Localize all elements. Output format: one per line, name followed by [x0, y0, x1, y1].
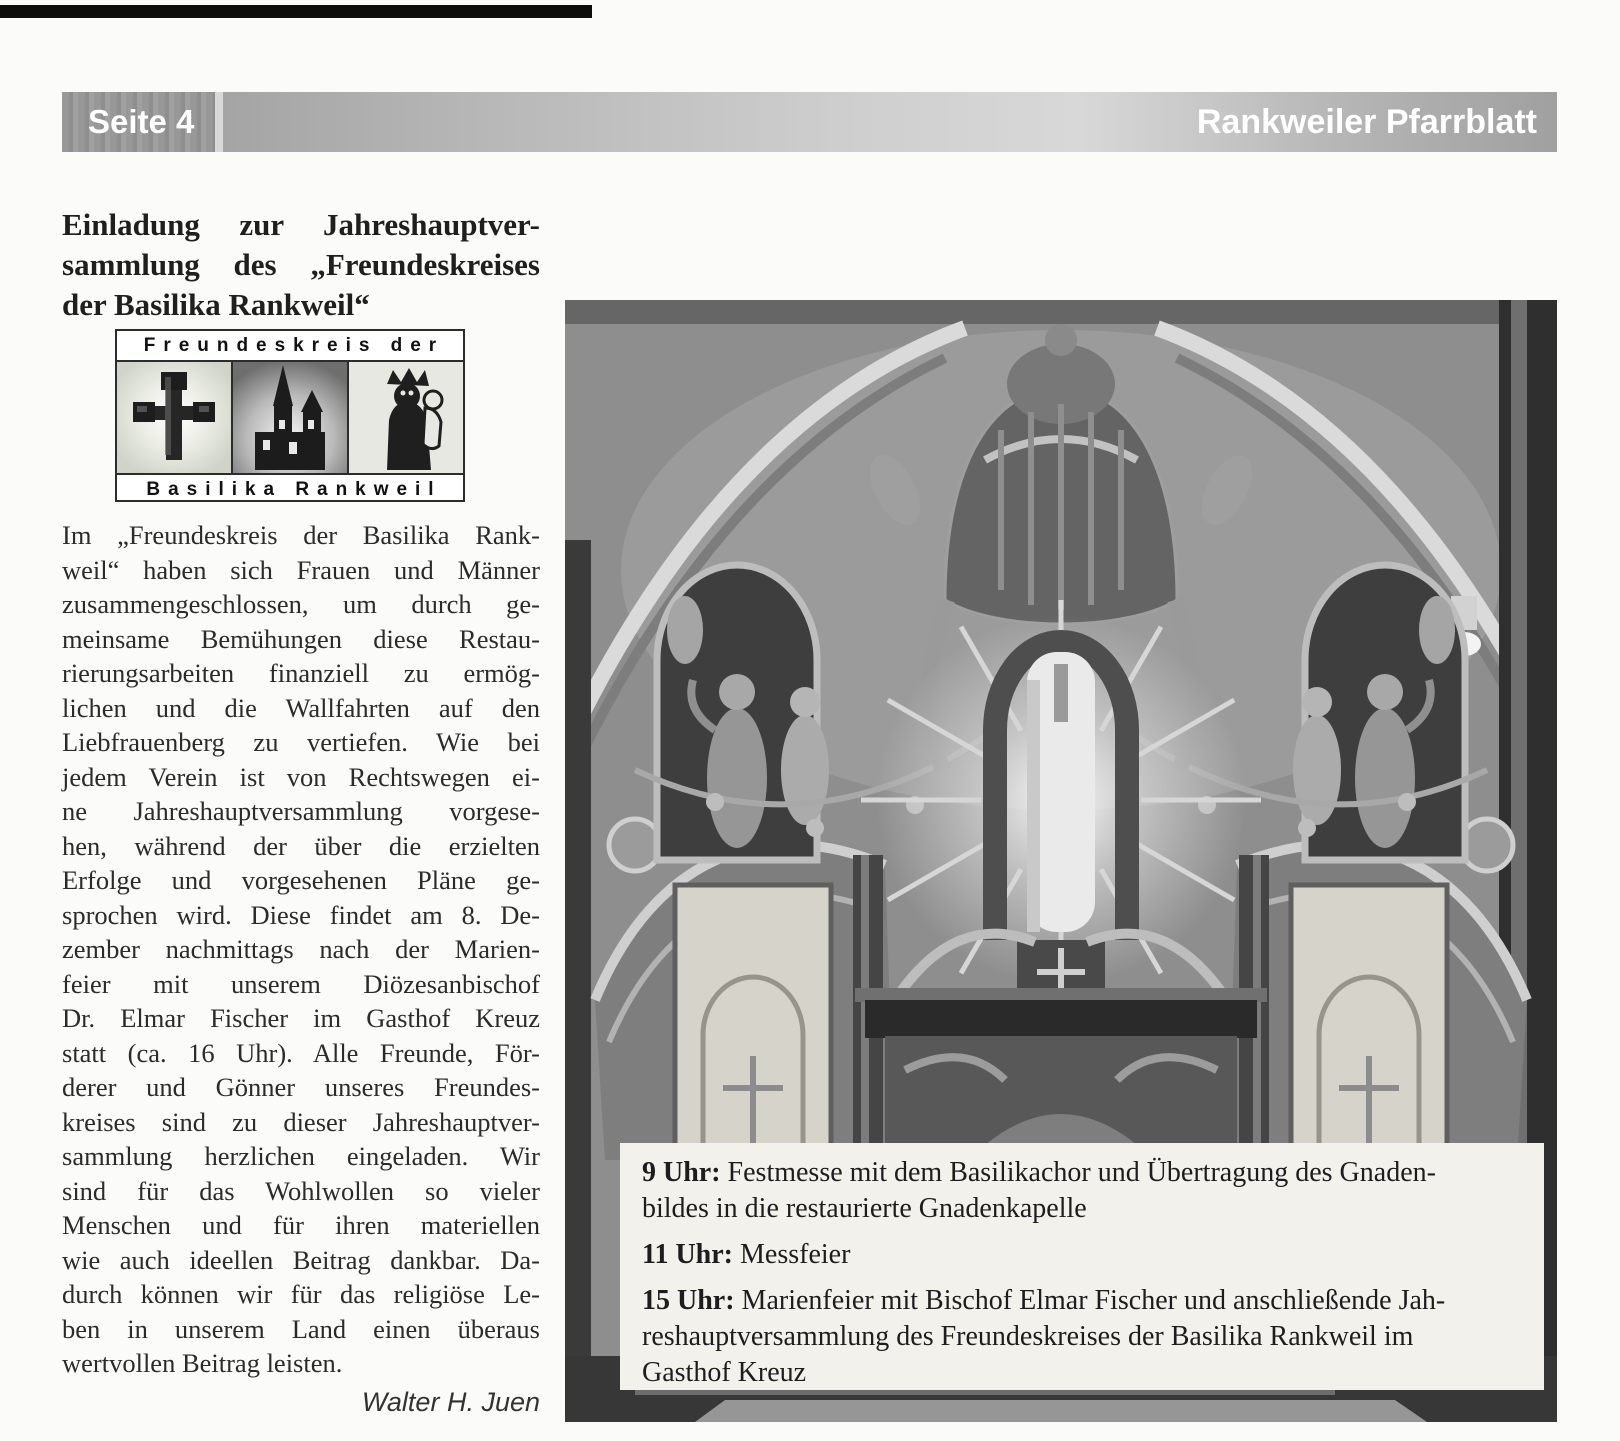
schedule-box	[620, 1143, 1544, 1390]
scan-artifact-strip	[0, 5, 592, 18]
text-line: durch können wir für das religiöse Le-	[62, 1279, 540, 1309]
text-line: zusammengeschlossen, um durch ge-	[62, 589, 540, 619]
article-column	[62, 205, 540, 1418]
text-line: wertvollen Beitrag leisten.	[62, 1348, 343, 1378]
text-line: jedem Verein ist von Rechtswegen ei-	[62, 761, 540, 792]
madonna-icon	[349, 362, 463, 473]
schedule-time: 11 Uhr:	[642, 1239, 733, 1270]
article-body	[62, 518, 540, 1381]
text-line: ne Jahreshauptversammlung vorgese-	[62, 796, 540, 826]
schedule-entry: 9 Uhr: Festmesse mit dem Basilikachor und Übertragung des Gnaden- bildes in die restaurierte Gnadenkapelle	[642, 1157, 1436, 1224]
logo-panel-basilica	[233, 362, 349, 473]
freundeskreis-logo	[115, 329, 465, 502]
text-line: weil“ haben sich Frauen und Männer	[62, 554, 540, 585]
text-line: Menschen und für ihren materiellen	[62, 1210, 540, 1240]
logo-panel-madonna	[349, 362, 463, 473]
text-line: ben in unserem Land einen überaus	[62, 1313, 540, 1344]
text-line: statt (ca. 16 Uhr). Alle Freunde, För-	[62, 1037, 540, 1068]
text-line: feier mit unserem Diözesanbischof	[62, 968, 540, 999]
text-line: der Basilika Rankweil“	[62, 287, 370, 322]
logo-bottom-label: Basilika Rankweil	[117, 473, 463, 504]
basilica-icon	[233, 362, 347, 473]
schedule-entry: 15 Uhr: Marienfeier mit Bischof Elmar Fischer und anschließende Jah- reshauptversammlung des Freundeskreises der Basilika Rankweil im Gasthof Kreuz	[642, 1285, 1446, 1388]
page-number: Seite 4	[62, 92, 215, 152]
text-line: Im „Freundeskreis der Basilika Rank-	[62, 520, 540, 550]
schedule-entry: 11 Uhr: Messfeier	[642, 1239, 851, 1270]
text-line: sammlung des „Freundeskreises	[62, 247, 540, 282]
author-signature: Walter H. Juen	[361, 1386, 540, 1417]
text-line: kreises sind zu dieser Jahreshauptver-	[62, 1106, 540, 1137]
text-line: Erfolge und vorgesehenen Pläne ge-	[62, 865, 540, 895]
band-divider	[215, 92, 223, 152]
article-headline	[62, 205, 540, 325]
text-line: sammlung herzlichen eingeladen. Wir	[62, 1141, 540, 1171]
text-line: lichen und die Wallfahrten auf den	[62, 692, 540, 723]
text-line: Liebfrauenberg zu vertiefen. Wie bei	[62, 727, 540, 757]
text-line: derer und Gönner unseres Freundes-	[62, 1072, 540, 1102]
text-line: zember nachmittags nach der Marien-	[62, 934, 540, 964]
text-line: hen, während der über die erzielten	[62, 830, 540, 861]
newsletter-title: Rankweiler Pfarrblatt	[1196, 103, 1537, 141]
text-line: Einladung zur Jahreshauptver-	[62, 207, 540, 242]
schedule-time: 15 Uhr:	[642, 1285, 735, 1316]
cross-icon	[117, 362, 231, 473]
text-line: Dr. Elmar Fischer im Gasthof Kreuz	[62, 1003, 540, 1033]
text-line: rierungsarbeiten finanziell zu ermög-	[62, 658, 540, 688]
text-line: wie auch ideellen Beitrag dankbar. Da-	[62, 1244, 540, 1275]
logo-top-label: Freundeskreis der	[117, 331, 463, 362]
text-line: meinsame Bemühungen diese Restau-	[62, 623, 540, 654]
page-header-band	[62, 92, 1557, 152]
logo-panel-cross	[117, 362, 233, 473]
text-line: sprochen wird. Diese findet am 8. De-	[62, 899, 540, 930]
schedule-time: 9 Uhr:	[642, 1157, 721, 1188]
text-line: sind für das Wohlwollen so vieler	[62, 1175, 540, 1206]
logo-panels	[117, 362, 463, 473]
